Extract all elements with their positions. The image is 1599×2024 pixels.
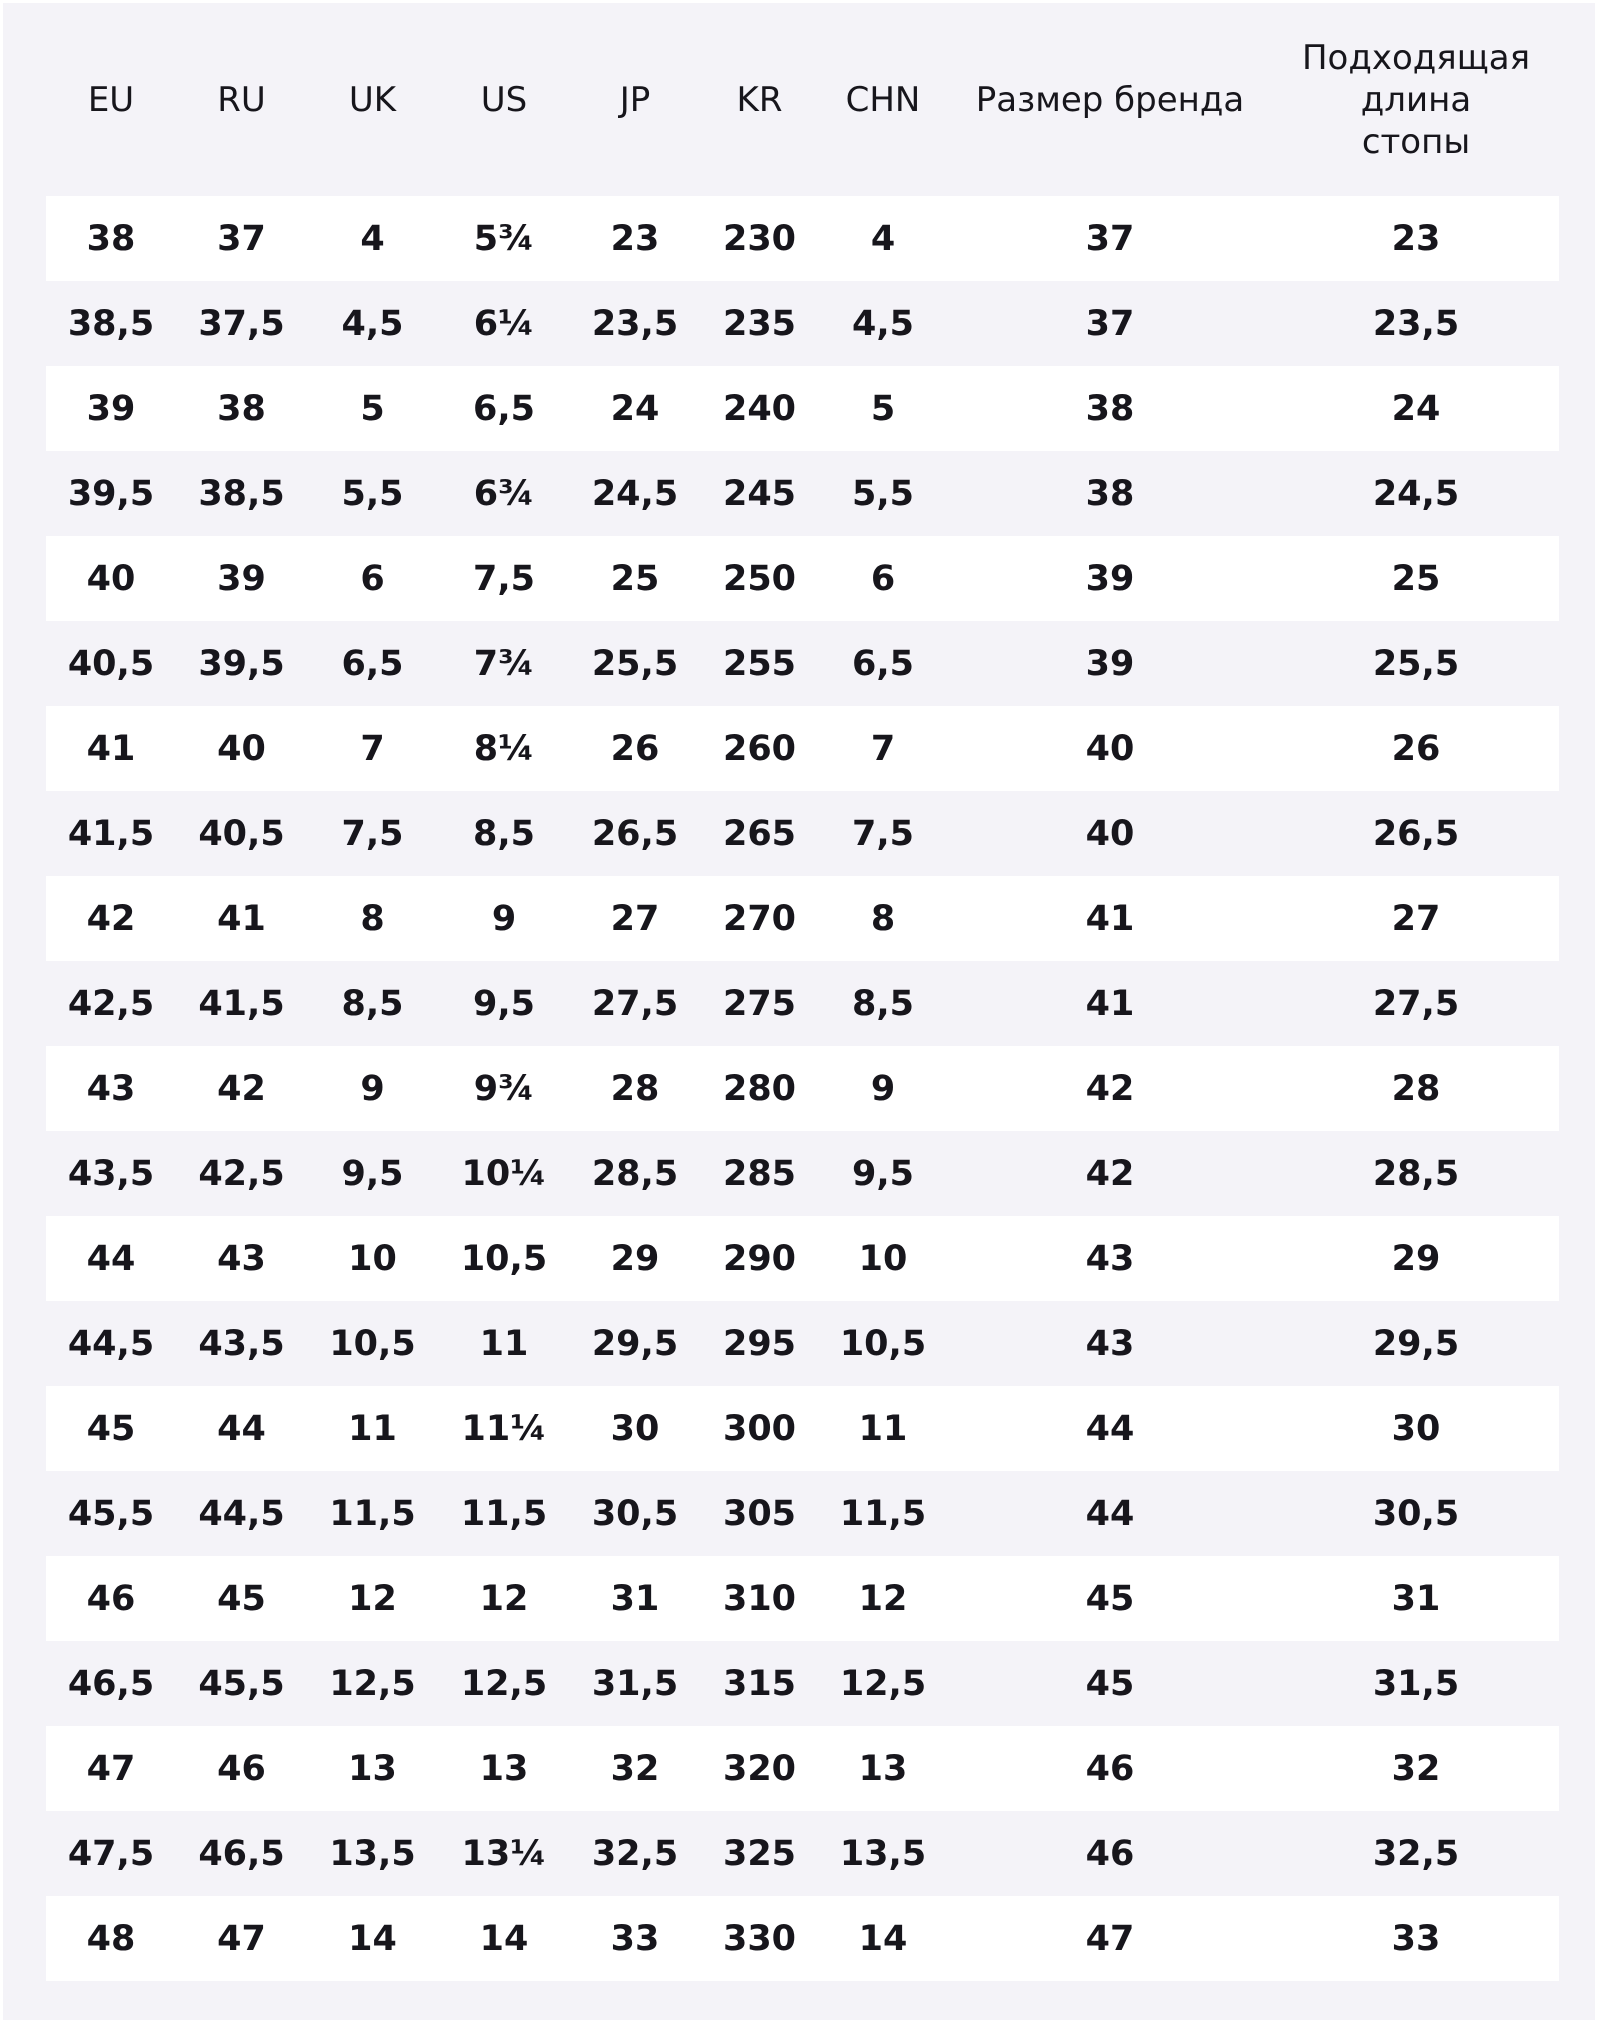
table-cell: 7 <box>307 706 438 791</box>
table-cell: 24 <box>1273 366 1559 451</box>
table-cell: 45,5 <box>176 1641 307 1726</box>
table-cell: 39 <box>46 366 176 451</box>
table-cell: 280 <box>700 1046 819 1131</box>
table-cell: 6 <box>307 536 438 621</box>
column-header <box>570 3 700 196</box>
table-cell: 45 <box>947 1556 1273 1641</box>
table-cell: 11 <box>819 1386 947 1471</box>
table-row <box>46 1301 1559 1386</box>
table-cell: 10 <box>819 1216 947 1301</box>
table-row <box>46 1641 1559 1726</box>
table-cell: 33 <box>1273 1896 1559 1981</box>
table-cell: 295 <box>700 1301 819 1386</box>
table-cell: 25,5 <box>1273 621 1559 706</box>
column-header <box>947 3 1273 196</box>
table-cell: 38 <box>46 196 176 281</box>
column-header-text: US <box>480 79 528 120</box>
table-cell: 43,5 <box>46 1131 176 1216</box>
table-cell: 45,5 <box>46 1471 176 1556</box>
table-row <box>46 1386 1559 1471</box>
column-header-text: CHN <box>845 79 921 120</box>
table-cell: 305 <box>700 1471 819 1556</box>
column-header-text: Размер бренда <box>975 79 1245 120</box>
table-cell: 14 <box>438 1896 570 1981</box>
column-header-text: Подходящая <box>1301 37 1531 78</box>
table-cell: 10,5 <box>819 1301 947 1386</box>
table-cell: 23 <box>570 196 700 281</box>
table-cell: 44 <box>176 1386 307 1471</box>
table-cell: 42,5 <box>46 961 176 1046</box>
table-cell: 37 <box>176 196 307 281</box>
table-cell: 42 <box>46 876 176 961</box>
table-cell: 6,5 <box>438 366 570 451</box>
table-cell: 5 <box>819 366 947 451</box>
table-cell: 30 <box>1273 1386 1559 1471</box>
table-cell: 23,5 <box>570 281 700 366</box>
size-chart-table <box>46 3 1559 1981</box>
table-cell: 9,5 <box>438 961 570 1046</box>
table-cell: 30,5 <box>570 1471 700 1556</box>
table-cell: 39 <box>176 536 307 621</box>
table-cell: 27 <box>570 876 700 961</box>
table-cell: 235 <box>700 281 819 366</box>
table-cell: 42 <box>947 1046 1273 1131</box>
table-cell: 47 <box>46 1726 176 1811</box>
table-cell: 9¾ <box>438 1046 570 1131</box>
table-cell: 27,5 <box>1273 961 1559 1046</box>
table-body <box>46 196 1559 1981</box>
table-cell: 7¾ <box>438 621 570 706</box>
table-cell: 5 <box>307 366 438 451</box>
table-cell: 4 <box>819 196 947 281</box>
table-cell: 41 <box>46 706 176 791</box>
table-cell: 31,5 <box>570 1641 700 1726</box>
table-cell: 13 <box>307 1726 438 1811</box>
table-cell: 39 <box>947 621 1273 706</box>
table-cell: 13 <box>438 1726 570 1811</box>
column-header-text: EU <box>87 79 135 120</box>
table-cell: 12 <box>819 1556 947 1641</box>
table-cell: 31,5 <box>1273 1641 1559 1726</box>
column-header <box>176 3 307 196</box>
table-cell: 13 <box>819 1726 947 1811</box>
table-cell: 7 <box>819 706 947 791</box>
table-cell: 14 <box>307 1896 438 1981</box>
table-cell: 31 <box>570 1556 700 1641</box>
table-cell: 270 <box>700 876 819 961</box>
table-cell: 26,5 <box>1273 791 1559 876</box>
table-cell: 12,5 <box>438 1641 570 1726</box>
table-cell: 250 <box>700 536 819 621</box>
table-cell: 6,5 <box>307 621 438 706</box>
table-cell: 40,5 <box>46 621 176 706</box>
table-cell: 29,5 <box>570 1301 700 1386</box>
table-cell: 46 <box>947 1726 1273 1811</box>
table-cell: 23,5 <box>1273 281 1559 366</box>
table-cell: 40 <box>46 536 176 621</box>
table-cell: 37 <box>947 196 1273 281</box>
table-cell: 40,5 <box>176 791 307 876</box>
table-cell: 255 <box>700 621 819 706</box>
table-cell: 330 <box>700 1896 819 1981</box>
column-header <box>819 3 947 196</box>
table-cell: 45 <box>947 1641 1273 1726</box>
column-header <box>438 3 570 196</box>
table-row <box>46 281 1559 366</box>
column-header-text: стопы <box>1361 121 1471 162</box>
table-cell: 40 <box>947 706 1273 791</box>
size-chart-panel <box>3 3 1595 2020</box>
table-cell: 8,5 <box>819 961 947 1046</box>
table-cell: 25 <box>1273 536 1559 621</box>
table-cell: 25 <box>570 536 700 621</box>
table-cell: 11,5 <box>438 1471 570 1556</box>
table-cell: 39,5 <box>176 621 307 706</box>
table-row <box>46 1471 1559 1556</box>
table-cell: 37 <box>947 281 1273 366</box>
table-cell: 285 <box>700 1131 819 1216</box>
table-cell: 46 <box>46 1556 176 1641</box>
table-cell: 30,5 <box>1273 1471 1559 1556</box>
table-cell: 37,5 <box>176 281 307 366</box>
header-row <box>46 3 1559 196</box>
column-header <box>1273 3 1559 196</box>
table-cell: 8 <box>819 876 947 961</box>
column-header <box>307 3 438 196</box>
table-cell: 11,5 <box>819 1471 947 1556</box>
table-cell: 290 <box>700 1216 819 1301</box>
table-cell: 38 <box>176 366 307 451</box>
table-cell: 44 <box>947 1386 1273 1471</box>
table-cell: 44 <box>947 1471 1273 1556</box>
column-header-text: UK <box>348 79 397 120</box>
table-cell: 47,5 <box>46 1811 176 1896</box>
table-row <box>46 961 1559 1046</box>
table-cell: 310 <box>700 1556 819 1641</box>
table-cell: 11 <box>307 1386 438 1471</box>
table-cell: 27,5 <box>570 961 700 1046</box>
table-cell: 38,5 <box>46 281 176 366</box>
table-row <box>46 536 1559 621</box>
table-cell: 30 <box>570 1386 700 1471</box>
table-cell: 44,5 <box>46 1301 176 1386</box>
table-cell: 26,5 <box>570 791 700 876</box>
table-cell: 13,5 <box>819 1811 947 1896</box>
table-cell: 31 <box>1273 1556 1559 1641</box>
table-row <box>46 621 1559 706</box>
table-cell: 315 <box>700 1641 819 1726</box>
table-cell: 230 <box>700 196 819 281</box>
table-cell: 39,5 <box>46 451 176 536</box>
table-cell: 42 <box>947 1131 1273 1216</box>
table-cell: 9,5 <box>819 1131 947 1216</box>
table-cell: 42 <box>176 1046 307 1131</box>
table-cell: 12 <box>438 1556 570 1641</box>
table-cell: 9,5 <box>307 1131 438 1216</box>
table-cell: 6¼ <box>438 281 570 366</box>
table-row <box>46 876 1559 961</box>
table-cell: 43 <box>176 1216 307 1301</box>
table-cell: 29 <box>1273 1216 1559 1301</box>
table-cell: 10,5 <box>438 1216 570 1301</box>
table-cell: 8,5 <box>438 791 570 876</box>
table-row <box>46 1726 1559 1811</box>
table-row <box>46 706 1559 791</box>
table-cell: 29 <box>570 1216 700 1301</box>
table-cell: 5¾ <box>438 196 570 281</box>
table-cell: 32,5 <box>1273 1811 1559 1896</box>
table-cell: 24,5 <box>1273 451 1559 536</box>
table-cell: 33 <box>570 1896 700 1981</box>
table-cell: 46,5 <box>176 1811 307 1896</box>
table-cell: 325 <box>700 1811 819 1896</box>
table-cell: 26 <box>570 706 700 791</box>
table-cell: 48 <box>46 1896 176 1981</box>
table-cell: 28 <box>570 1046 700 1131</box>
table-cell: 32 <box>570 1726 700 1811</box>
table-cell: 13¼ <box>438 1811 570 1896</box>
column-header-text: KR <box>736 79 783 120</box>
table-cell: 8,5 <box>307 961 438 1046</box>
table-cell: 46 <box>947 1811 1273 1896</box>
table-cell: 11 <box>438 1301 570 1386</box>
table-cell: 38,5 <box>176 451 307 536</box>
table-cell: 41 <box>947 961 1273 1046</box>
table-cell: 14 <box>819 1896 947 1981</box>
table-cell: 10 <box>307 1216 438 1301</box>
table-cell: 23 <box>1273 196 1559 281</box>
table-cell: 40 <box>176 706 307 791</box>
table-row <box>46 1556 1559 1641</box>
table-cell: 10,5 <box>307 1301 438 1386</box>
table-cell: 6¾ <box>438 451 570 536</box>
table-cell: 6,5 <box>819 621 947 706</box>
table-cell: 9 <box>438 876 570 961</box>
table-cell: 24 <box>570 366 700 451</box>
table-cell: 9 <box>307 1046 438 1131</box>
column-header <box>46 3 176 196</box>
table-cell: 27 <box>1273 876 1559 961</box>
table-cell: 38 <box>947 451 1273 536</box>
table-row <box>46 1046 1559 1131</box>
table-cell: 320 <box>700 1726 819 1811</box>
table-cell: 41 <box>947 876 1273 961</box>
table-cell: 12,5 <box>819 1641 947 1726</box>
table-cell: 9 <box>819 1046 947 1131</box>
table-cell: 45 <box>176 1556 307 1641</box>
table-cell: 28 <box>1273 1046 1559 1131</box>
table-cell: 4,5 <box>819 281 947 366</box>
table-cell: 46,5 <box>46 1641 176 1726</box>
table-cell: 4 <box>307 196 438 281</box>
table-cell: 40 <box>947 791 1273 876</box>
table-cell: 29,5 <box>1273 1301 1559 1386</box>
table-row <box>46 451 1559 536</box>
table-cell: 41,5 <box>46 791 176 876</box>
table-cell: 44 <box>46 1216 176 1301</box>
table-cell: 7,5 <box>307 791 438 876</box>
table-row <box>46 1131 1559 1216</box>
table-cell: 41,5 <box>176 961 307 1046</box>
column-header-text: JP <box>619 79 651 120</box>
table-row <box>46 1896 1559 1981</box>
table-cell: 7,5 <box>819 791 947 876</box>
table-cell: 12 <box>307 1556 438 1641</box>
table-cell: 260 <box>700 706 819 791</box>
table-cell: 46 <box>176 1726 307 1811</box>
table-cell: 5,5 <box>819 451 947 536</box>
table-cell: 12,5 <box>307 1641 438 1726</box>
table-cell: 41 <box>176 876 307 961</box>
table-cell: 43 <box>947 1301 1273 1386</box>
table-row <box>46 1811 1559 1896</box>
table-cell: 28,5 <box>1273 1131 1559 1216</box>
table-cell: 39 <box>947 536 1273 621</box>
table-cell: 43 <box>46 1046 176 1131</box>
table-cell: 25,5 <box>570 621 700 706</box>
table-row <box>46 196 1559 281</box>
table-cell: 43 <box>947 1216 1273 1301</box>
table-cell: 42,5 <box>176 1131 307 1216</box>
table-cell: 5,5 <box>307 451 438 536</box>
table-cell: 38 <box>947 366 1273 451</box>
table-cell: 4,5 <box>307 281 438 366</box>
column-header-text: длина <box>1360 79 1472 120</box>
table-cell: 43,5 <box>176 1301 307 1386</box>
table-cell: 45 <box>46 1386 176 1471</box>
table-cell: 11,5 <box>307 1471 438 1556</box>
table-cell: 10¼ <box>438 1131 570 1216</box>
table-cell: 24,5 <box>570 451 700 536</box>
table-cell: 300 <box>700 1386 819 1471</box>
column-header <box>700 3 819 196</box>
table-row <box>46 791 1559 876</box>
table-cell: 245 <box>700 451 819 536</box>
table-cell: 7,5 <box>438 536 570 621</box>
table-cell: 47 <box>947 1896 1273 1981</box>
table-cell: 32,5 <box>570 1811 700 1896</box>
table-cell: 11¼ <box>438 1386 570 1471</box>
table-cell: 44,5 <box>176 1471 307 1556</box>
table-cell: 265 <box>700 791 819 876</box>
table-cell: 28,5 <box>570 1131 700 1216</box>
table-cell: 32 <box>1273 1726 1559 1811</box>
table-cell: 8 <box>307 876 438 961</box>
column-header-text: RU <box>217 79 266 120</box>
table-cell: 26 <box>1273 706 1559 791</box>
table-row <box>46 366 1559 451</box>
table-cell: 47 <box>176 1896 307 1981</box>
table-cell: 275 <box>700 961 819 1046</box>
table-cell: 6 <box>819 536 947 621</box>
table-row <box>46 1216 1559 1301</box>
table-cell: 240 <box>700 366 819 451</box>
table-cell: 8¼ <box>438 706 570 791</box>
table-cell: 13,5 <box>307 1811 438 1896</box>
